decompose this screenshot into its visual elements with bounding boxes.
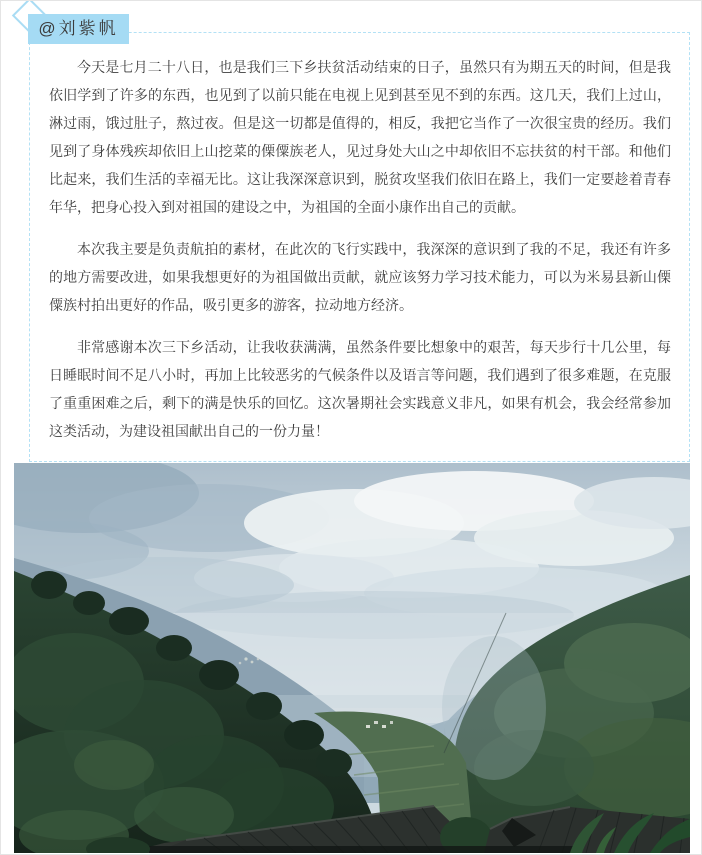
landscape-photo: [14, 463, 690, 853]
author-tag: @刘紫帆: [28, 14, 129, 44]
paragraph-2: 本次我主要是负责航拍的素材，在此次的飞行实践中，我深深的意识到了我的不足，我还有许多的地方需要改进，如果我想更好的为祖国做出贡献，就应该努力学习技术能力，可以为米易县新山傈僳族村拍出更好的作品，吸引更多的游客，拉动地方经济。: [49, 241, 671, 313]
landscape-photo-graphic: [14, 463, 690, 853]
article-body: [49, 53, 671, 459]
paragraph-3: 非常感谢本次三下乡活动，让我收获满满，虽然条件要比想象中的艰苦，每天步行十几公里，每日睡眠时间不足八小时，再加上比较恶劣的气候条件以及语言等问题，我们遇到了很多难题，在克服了重重困难之后，剩下的满是快乐的回忆。这次暑期社会实践意义非凡，如果有机会，我会经常参加这类活动，为建设祖国献出自己的一份力量！: [49, 339, 671, 439]
paragraph-1: 今天是七月二十八日，也是我们三下乡扶贫活动结束的日子，虽然只有为期五天的时间，但是我依旧学到了许多的东西，也见到了以前只能在电视上见到甚至见不到的东西。这几天，我们上过山，淋过雨，饿过肚子，熬过夜。但是这一切都是值得的，相反，我把它当作了一次很宝贵的经历。我们见到了身体残疾却依旧上山挖菜的傈僳族老人，见过身处大山之中却依旧不忘扶贫的村干部。和他们比起来，我们生活的幸福无比。这让我深深意识到，脱贫攻坚我们依旧在路上，我们一定要趁着青春年华，把身心投入到对祖国的建设之中，为祖国的全面小康作出自己的贡献。: [49, 59, 671, 215]
